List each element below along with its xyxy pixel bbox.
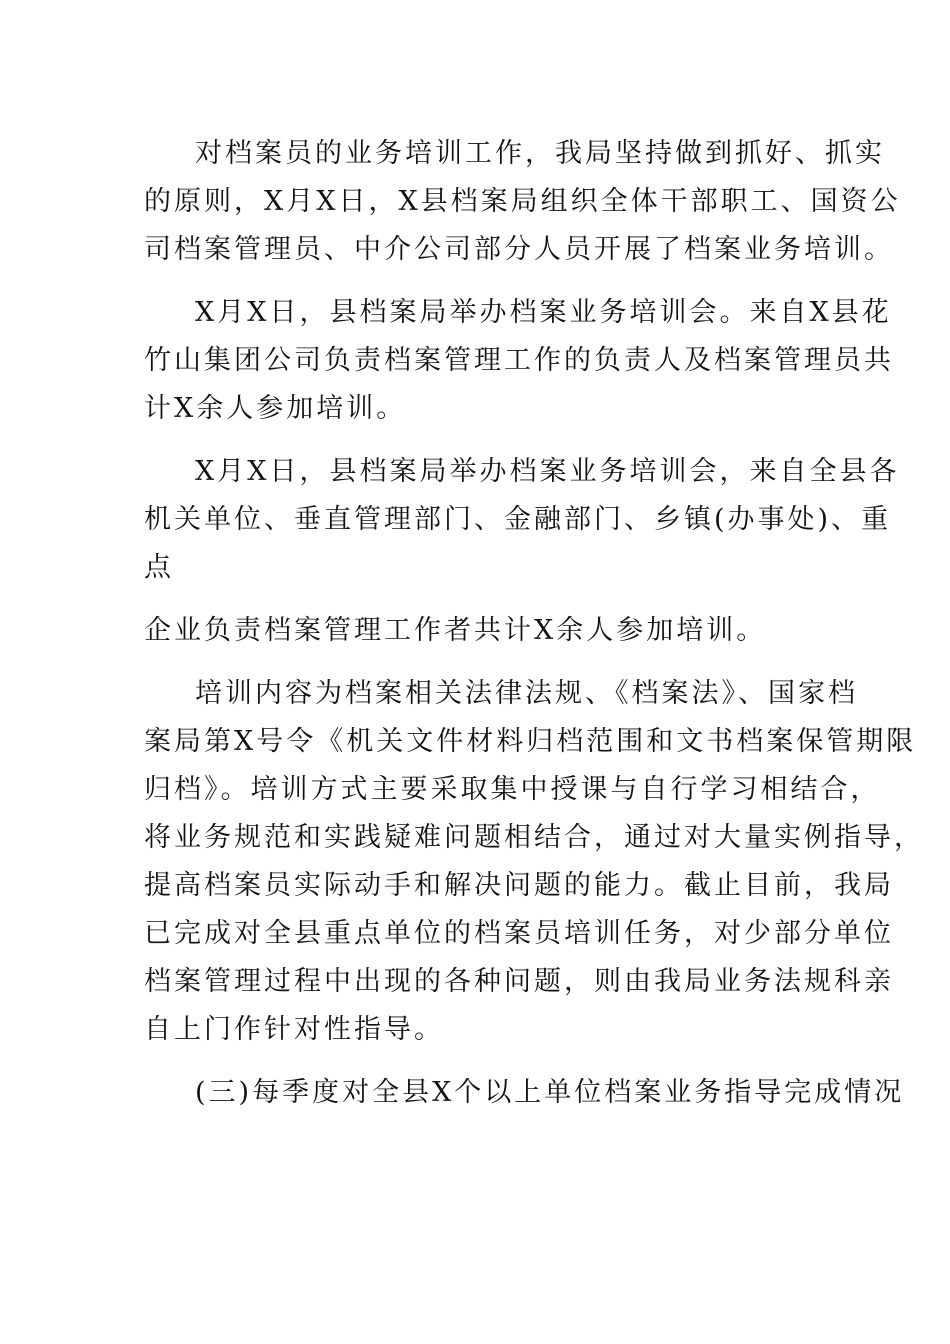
text-line: X月X日，县档案局举办档案业务培训会。来自X县花 [195,297,892,328]
text-line: 竹山集团公司负责档案管理工作的负责人及档案管理员共 [144,345,894,376]
text-line: 案局第X号令《机关文件材料归档范围和文书档案保管期限 [144,726,917,757]
text-line: X月X日，县档案局举办档案业务培训会，来自全县各 [195,456,900,487]
text-line: 企业负责档案管理工作者共计X余人参加培训。 [144,615,767,646]
text-line: 自上门作针对性指导。 [144,1014,444,1045]
text-line: 归档》。培训方式主要采取集中授课与自行学习相结合， [144,774,881,805]
text-line: 司档案管理员、中介公司部分人员开展了档案业务培训。 [144,234,894,265]
text-line: 计X余人参加培训。 [144,393,407,424]
text-line: 将业务规范和实践疑难问题相结合，通过对大量实例指导， [144,822,924,853]
text-line: 培训内容为档案相关法律法规、《档案法》、国家档 [195,678,858,709]
text-line: (三)每季度对全县X个以上单位档案业务指导完成情况 [195,1077,905,1108]
text-line: 档案管理过程中出现的各种问题，则由我局业务法规科亲 [144,966,894,997]
text-line: 点 [144,552,174,583]
text-line: 的原则，X月X日，X县档案局组织全体干部职工、国资公 [144,186,901,217]
text-line: 对档案员的业务培训工作，我局坚持做到抓好、抓实 [195,138,885,169]
text-line: 机关单位、垂直管理部门、金融部门、乡镇(办事处)、重 [144,504,892,535]
text-line: 提高档案员实际动手和解决问题的能力。截止目前，我局 [144,870,894,901]
text-line: 已完成对全县重点单位的档案员培训任务，对少部分单位 [144,918,894,949]
